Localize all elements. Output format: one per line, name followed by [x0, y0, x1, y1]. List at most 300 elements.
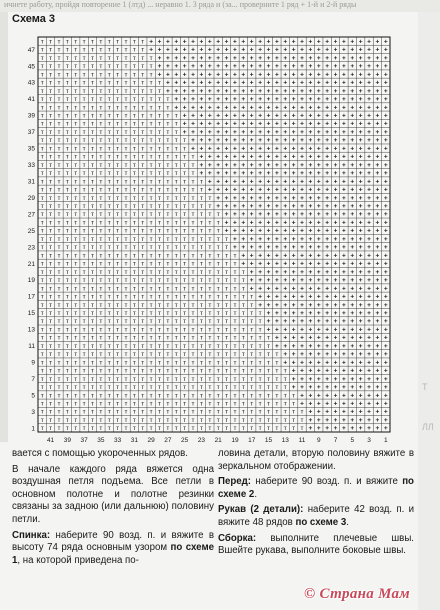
- knit-stitch: +: [316, 309, 321, 317]
- knit-stitch: +: [367, 293, 371, 301]
- knit-stitch: +: [283, 252, 288, 260]
- knit-stitch: +: [367, 178, 371, 186]
- row-number-label: 33: [27, 162, 35, 170]
- knit-stitch: +: [241, 79, 246, 87]
- knit-stitch: +: [316, 293, 321, 301]
- purl-stitch: т: [124, 301, 128, 309]
- knit-stitch: +: [291, 153, 296, 161]
- purl-stitch: т: [116, 285, 120, 293]
- purl-stitch: т: [250, 367, 254, 375]
- knit-stitch: +: [249, 227, 254, 235]
- purl-stitch: т: [216, 318, 220, 326]
- knit-stitch: +: [333, 268, 338, 276]
- knit-stitch: +: [274, 285, 279, 293]
- purl-stitch: т: [132, 71, 136, 79]
- purl-stitch: т: [65, 145, 69, 153]
- column-number-label: 15: [264, 437, 273, 444]
- row-number-label: 45: [27, 63, 35, 71]
- knit-stitch: +: [291, 375, 296, 383]
- knit-stitch: +: [300, 63, 304, 71]
- knit-stitch: +: [383, 120, 388, 128]
- knit-stitch: +: [216, 137, 221, 145]
- knit-stitch: +: [291, 301, 296, 309]
- purl-stitch: т: [124, 392, 128, 400]
- knit-stitch: +: [342, 219, 346, 227]
- knit-stitch: +: [375, 170, 380, 178]
- knit-stitch: +: [291, 178, 296, 186]
- knit-stitch: +: [166, 79, 170, 87]
- purl-stitch: т: [241, 334, 245, 342]
- purl-stitch: т: [49, 211, 53, 219]
- knit-stitch: +: [224, 170, 229, 178]
- knit-stitch: +: [233, 145, 237, 153]
- knit-stitch: +: [333, 384, 338, 392]
- knit-stitch: +: [350, 186, 355, 194]
- knit-stitch: +: [383, 46, 388, 54]
- purl-stitch: т: [233, 400, 237, 408]
- purl-stitch: т: [141, 71, 145, 79]
- knit-stitch: +: [274, 87, 279, 95]
- knit-stitch: +: [291, 268, 296, 276]
- purl-stitch: т: [116, 235, 120, 243]
- purl-stitch: т: [225, 277, 229, 285]
- knit-stitch: +: [325, 392, 330, 400]
- purl-stitch: т: [174, 128, 178, 136]
- row-number-label: 15: [27, 310, 35, 318]
- row-number-label: 19: [27, 277, 35, 285]
- knit-stitch: +: [258, 112, 262, 120]
- knit-stitch: +: [308, 309, 313, 317]
- purl-stitch: т: [116, 153, 120, 161]
- purl-stitch: т: [74, 128, 78, 136]
- knit-stitch: +: [316, 359, 321, 367]
- row-number-label: 25: [27, 227, 35, 235]
- knit-stitch: +: [325, 153, 330, 161]
- page-top-fragment: ичнете работу, пройдя повторение 1 (лтд) ... неравно 1. 3 ряда и (за... проверните 1 ряд + 1-й и 2-й ряды: [0, 0, 440, 12]
- knit-stitch: +: [258, 252, 262, 260]
- purl-stitch: т: [74, 384, 78, 392]
- purl-stitch: т: [149, 293, 153, 301]
- purl-stitch: т: [124, 112, 128, 120]
- purl-stitch: т: [99, 318, 103, 326]
- purl-stitch: т: [40, 416, 44, 424]
- knit-stitch: +: [274, 260, 279, 268]
- knit-stitch: +: [375, 285, 380, 293]
- purl-stitch: т: [141, 252, 145, 260]
- purl-stitch: т: [141, 301, 145, 309]
- knit-stitch: +: [383, 277, 388, 285]
- purl-stitch: т: [166, 145, 170, 153]
- knit-stitch: +: [174, 96, 179, 104]
- knit-stitch: +: [383, 203, 388, 210]
- knit-stitch: +: [342, 120, 346, 128]
- knit-stitch: +: [383, 128, 388, 136]
- purl-stitch: т: [132, 252, 136, 260]
- purl-stitch: т: [107, 79, 111, 87]
- purl-stitch: т: [49, 219, 53, 227]
- knit-stitch: +: [274, 71, 279, 79]
- knit-stitch: +: [249, 211, 254, 219]
- knit-stitch: +: [249, 137, 254, 145]
- purl-stitch: т: [107, 211, 111, 219]
- purl-stitch: т: [65, 359, 69, 367]
- knit-stitch: +: [325, 367, 330, 375]
- purl-stitch: т: [90, 128, 94, 136]
- knit-stitch: +: [316, 211, 321, 219]
- knit-stitch: +: [383, 170, 388, 178]
- knit-stitch: +: [233, 128, 237, 136]
- knit-stitch: +: [216, 153, 221, 161]
- purl-stitch: т: [99, 334, 103, 342]
- purl-stitch: т: [166, 268, 170, 276]
- purl-stitch: т: [183, 260, 187, 268]
- knit-stitch: +: [166, 87, 170, 95]
- purl-stitch: т: [65, 87, 69, 95]
- purl-stitch: т: [225, 367, 229, 375]
- purl-stitch: т: [49, 145, 53, 153]
- knit-stitch: +: [274, 161, 279, 169]
- purl-stitch: т: [166, 235, 170, 243]
- purl-stitch: т: [250, 392, 254, 400]
- knit-stitch: +: [316, 46, 321, 54]
- purl-stitch: т: [82, 425, 86, 433]
- knit-stitch: +: [383, 400, 388, 408]
- purl-stitch: т: [216, 400, 220, 408]
- knit-stitch: +: [367, 359, 371, 367]
- purl-stitch: т: [74, 170, 78, 178]
- knit-stitch: +: [182, 104, 187, 112]
- purl-stitch: т: [300, 408, 304, 416]
- purl-stitch: т: [65, 194, 69, 202]
- purl-stitch: т: [90, 285, 94, 293]
- purl-stitch: т: [99, 227, 103, 235]
- purl-stitch: т: [174, 120, 178, 128]
- knit-stitch: +: [258, 285, 262, 293]
- purl-stitch: т: [65, 309, 69, 317]
- purl-stitch: т: [90, 63, 94, 71]
- knit-stitch: +: [350, 334, 355, 342]
- purl-stitch: т: [82, 211, 86, 219]
- knit-stitch: +: [291, 367, 296, 375]
- purl-stitch: т: [132, 400, 136, 408]
- column-number-label: 39: [63, 437, 71, 444]
- purl-stitch: т: [82, 375, 86, 383]
- knit-stitch: +: [300, 293, 304, 301]
- knit-stitch: +: [283, 334, 288, 342]
- purl-stitch: т: [116, 128, 120, 136]
- purl-stitch: т: [158, 170, 162, 178]
- knit-stitch: +: [249, 71, 254, 79]
- column-number-label: 11: [298, 437, 306, 444]
- purl-stitch: т: [107, 384, 111, 392]
- purl-stitch: т: [233, 334, 237, 342]
- knit-stitch: +: [207, 170, 212, 178]
- purl-stitch: т: [82, 178, 86, 186]
- purl-stitch: т: [132, 79, 136, 87]
- purl-stitch: т: [141, 104, 145, 112]
- purl-stitch: т: [174, 161, 178, 169]
- knit-stitch: +: [367, 235, 371, 243]
- purl-stitch: т: [166, 351, 170, 359]
- purl-stitch: т: [90, 408, 94, 416]
- purl-stitch: т: [82, 400, 86, 408]
- knit-stitch: +: [325, 301, 330, 309]
- knit-stitch: +: [383, 38, 388, 46]
- purl-stitch: т: [124, 194, 128, 202]
- knit-stitch: +: [274, 227, 279, 235]
- knit-stitch: +: [216, 203, 221, 210]
- purl-stitch: т: [141, 128, 145, 136]
- purl-stitch: т: [57, 400, 61, 408]
- knit-stitch: +: [333, 285, 338, 293]
- knit-stitch: +: [283, 203, 288, 210]
- purl-stitch: т: [57, 161, 61, 169]
- purl-stitch: т: [49, 104, 53, 112]
- knit-stitch: +: [325, 71, 330, 79]
- knit-stitch: +: [274, 112, 279, 120]
- purl-stitch: т: [90, 145, 94, 153]
- purl-stitch: т: [191, 359, 195, 367]
- purl-stitch: т: [258, 400, 262, 408]
- purl-stitch: т: [208, 301, 212, 309]
- knit-stitch: +: [325, 46, 330, 54]
- scheme-reference: по схеме 1: [12, 542, 214, 566]
- knit-stitch: +: [342, 285, 346, 293]
- knit-stitch: +: [233, 244, 237, 252]
- knit-stitch: +: [383, 227, 388, 235]
- purl-stitch: т: [90, 351, 94, 359]
- purl-stitch: т: [174, 367, 178, 375]
- purl-stitch: т: [99, 293, 103, 301]
- purl-stitch: т: [107, 400, 111, 408]
- purl-stitch: т: [225, 268, 229, 276]
- knit-stitch: +: [224, 112, 229, 120]
- purl-stitch: т: [124, 120, 128, 128]
- knit-stitch: +: [233, 235, 237, 243]
- purl-stitch: т: [65, 367, 69, 375]
- purl-stitch: т: [107, 260, 111, 268]
- purl-stitch: т: [300, 425, 304, 433]
- purl-stitch: т: [57, 178, 61, 186]
- purl-stitch: т: [132, 104, 136, 112]
- knit-stitch: +: [258, 268, 262, 276]
- knit-stitch: +: [216, 194, 221, 202]
- knit-stitch: +: [325, 87, 330, 95]
- knit-stitch: +: [316, 367, 321, 375]
- knit-stitch: +: [308, 170, 313, 178]
- knit-stitch: +: [350, 46, 355, 54]
- knit-stitch: +: [274, 128, 279, 136]
- row-number-label: 29: [27, 194, 35, 202]
- purl-stitch: т: [208, 235, 212, 243]
- purl-stitch: т: [132, 359, 136, 367]
- knit-stitch: +: [291, 194, 296, 202]
- knit-stitch: +: [350, 227, 355, 235]
- purl-stitch: т: [216, 211, 220, 219]
- paragraph-text: наберите 42 возд. п. и вяжите 48 рядов: [218, 504, 415, 528]
- purl-stitch: т: [149, 277, 153, 285]
- knit-stitch: +: [182, 96, 187, 104]
- knit-stitch: +: [216, 186, 221, 194]
- purl-stitch: т: [40, 334, 44, 342]
- purl-stitch: т: [174, 137, 178, 145]
- knit-stitch: +: [358, 309, 363, 317]
- knit-stitch: +: [383, 244, 388, 252]
- knit-stitch: +: [274, 186, 279, 194]
- purl-stitch: т: [57, 293, 61, 301]
- purl-stitch: т: [116, 342, 120, 350]
- purl-stitch: т: [132, 326, 136, 334]
- knit-stitch: +: [333, 194, 338, 202]
- knit-stitch: +: [367, 153, 371, 161]
- purl-stitch: т: [149, 351, 153, 359]
- purl-stitch: т: [174, 342, 178, 350]
- knit-stitch: +: [325, 112, 330, 120]
- purl-stitch: т: [82, 96, 86, 104]
- purl-stitch: т: [65, 244, 69, 252]
- purl-stitch: т: [132, 309, 136, 317]
- purl-stitch: т: [74, 137, 78, 145]
- knit-stitch: +: [350, 71, 355, 79]
- purl-stitch: т: [141, 392, 145, 400]
- purl-stitch: т: [90, 211, 94, 219]
- knit-stitch: +: [375, 54, 380, 62]
- purl-stitch: т: [90, 326, 94, 334]
- knit-stitch: +: [241, 46, 246, 54]
- purl-stitch: т: [132, 170, 136, 178]
- purl-stitch: т: [183, 153, 187, 161]
- purl-stitch: т: [132, 277, 136, 285]
- purl-stitch: т: [149, 170, 153, 178]
- purl-stitch: т: [74, 186, 78, 194]
- purl-stitch: т: [141, 227, 145, 235]
- knit-stitch: +: [157, 71, 162, 79]
- purl-stitch: т: [183, 408, 187, 416]
- knit-stitch: +: [342, 87, 346, 95]
- knit-stitch: +: [350, 87, 355, 95]
- knit-stitch: +: [291, 318, 296, 326]
- purl-stitch: т: [266, 375, 270, 383]
- purl-stitch: т: [65, 54, 69, 62]
- purl-stitch: т: [216, 326, 220, 334]
- purl-stitch: т: [99, 367, 103, 375]
- paragraph-text: .: [346, 516, 349, 528]
- purl-stitch: т: [116, 277, 120, 285]
- purl-stitch: т: [65, 112, 69, 120]
- knit-stitch: +: [300, 46, 304, 54]
- knit-stitch: +: [383, 219, 388, 227]
- purl-stitch: т: [82, 71, 86, 79]
- knit-stitch: +: [308, 79, 313, 87]
- purl-stitch: т: [99, 38, 103, 46]
- knit-stitch: +: [350, 203, 355, 210]
- knit-stitch: +: [375, 425, 380, 433]
- knit-stitch: +: [224, 63, 229, 71]
- knit-stitch: +: [291, 87, 296, 95]
- purl-stitch: т: [183, 227, 187, 235]
- purl-stitch: т: [191, 260, 195, 268]
- purl-stitch: т: [183, 351, 187, 359]
- purl-stitch: т: [132, 375, 136, 383]
- purl-stitch: т: [191, 384, 195, 392]
- purl-stitch: т: [65, 235, 69, 243]
- purl-stitch: т: [40, 293, 44, 301]
- purl-stitch: т: [90, 87, 94, 95]
- purl-stitch: т: [74, 112, 78, 120]
- purl-stitch: т: [49, 153, 53, 161]
- purl-stitch: т: [82, 359, 86, 367]
- purl-stitch: т: [266, 384, 270, 392]
- column-number-label: 23: [197, 437, 206, 444]
- purl-stitch: т: [107, 252, 111, 260]
- purl-stitch: т: [166, 128, 170, 136]
- purl-stitch: т: [116, 293, 120, 301]
- knit-stitch: +: [342, 137, 346, 145]
- purl-stitch: т: [116, 326, 120, 334]
- row-number-label: 21: [27, 260, 35, 268]
- knit-stitch: +: [308, 96, 313, 104]
- purl-stitch: т: [292, 416, 296, 424]
- knit-stitch: +: [375, 416, 380, 424]
- knit-stitch: +: [283, 326, 288, 334]
- purl-stitch: т: [132, 392, 136, 400]
- knit-stitch: +: [182, 120, 187, 128]
- purl-stitch: т: [208, 359, 212, 367]
- purl-stitch: т: [57, 416, 61, 424]
- purl-stitch: т: [107, 128, 111, 136]
- purl-stitch: т: [166, 367, 170, 375]
- knit-stitch: +: [308, 384, 313, 392]
- knit-stitch: +: [216, 104, 221, 112]
- knit-stitch: +: [216, 170, 221, 178]
- purl-stitch: т: [250, 301, 254, 309]
- purl-stitch: т: [132, 128, 136, 136]
- knit-stitch: +: [291, 203, 296, 210]
- knit-stitch: +: [367, 400, 371, 408]
- purl-stitch: т: [116, 194, 120, 202]
- purl-stitch: т: [158, 309, 162, 317]
- knit-stitch: +: [266, 260, 271, 268]
- purl-stitch: т: [124, 293, 128, 301]
- purl-stitch: т: [74, 54, 78, 62]
- purl-stitch: т: [233, 351, 237, 359]
- purl-stitch: т: [57, 87, 61, 95]
- knit-stitch: +: [350, 384, 355, 392]
- purl-stitch: т: [74, 334, 78, 342]
- purl-stitch: т: [149, 63, 153, 71]
- knit-stitch: +: [333, 186, 338, 194]
- purl-stitch: т: [65, 375, 69, 383]
- row-number-label: 27: [27, 211, 35, 219]
- knit-stitch: +: [274, 277, 279, 285]
- purl-stitch: т: [216, 219, 220, 227]
- purl-stitch: т: [258, 367, 262, 375]
- knit-stitch: +: [266, 120, 271, 128]
- purl-stitch: т: [65, 326, 69, 334]
- purl-stitch: т: [141, 342, 145, 350]
- purl-stitch: т: [158, 244, 162, 252]
- purl-stitch: т: [174, 235, 178, 243]
- knit-stitch: +: [316, 318, 321, 326]
- purl-stitch: т: [57, 153, 61, 161]
- knit-stitch: +: [241, 186, 246, 194]
- knit-stitch: +: [308, 285, 313, 293]
- purl-stitch: т: [158, 153, 162, 161]
- purl-stitch: т: [49, 120, 53, 128]
- purl-stitch: т: [74, 392, 78, 400]
- knit-stitch: +: [342, 161, 346, 169]
- purl-stitch: т: [250, 359, 254, 367]
